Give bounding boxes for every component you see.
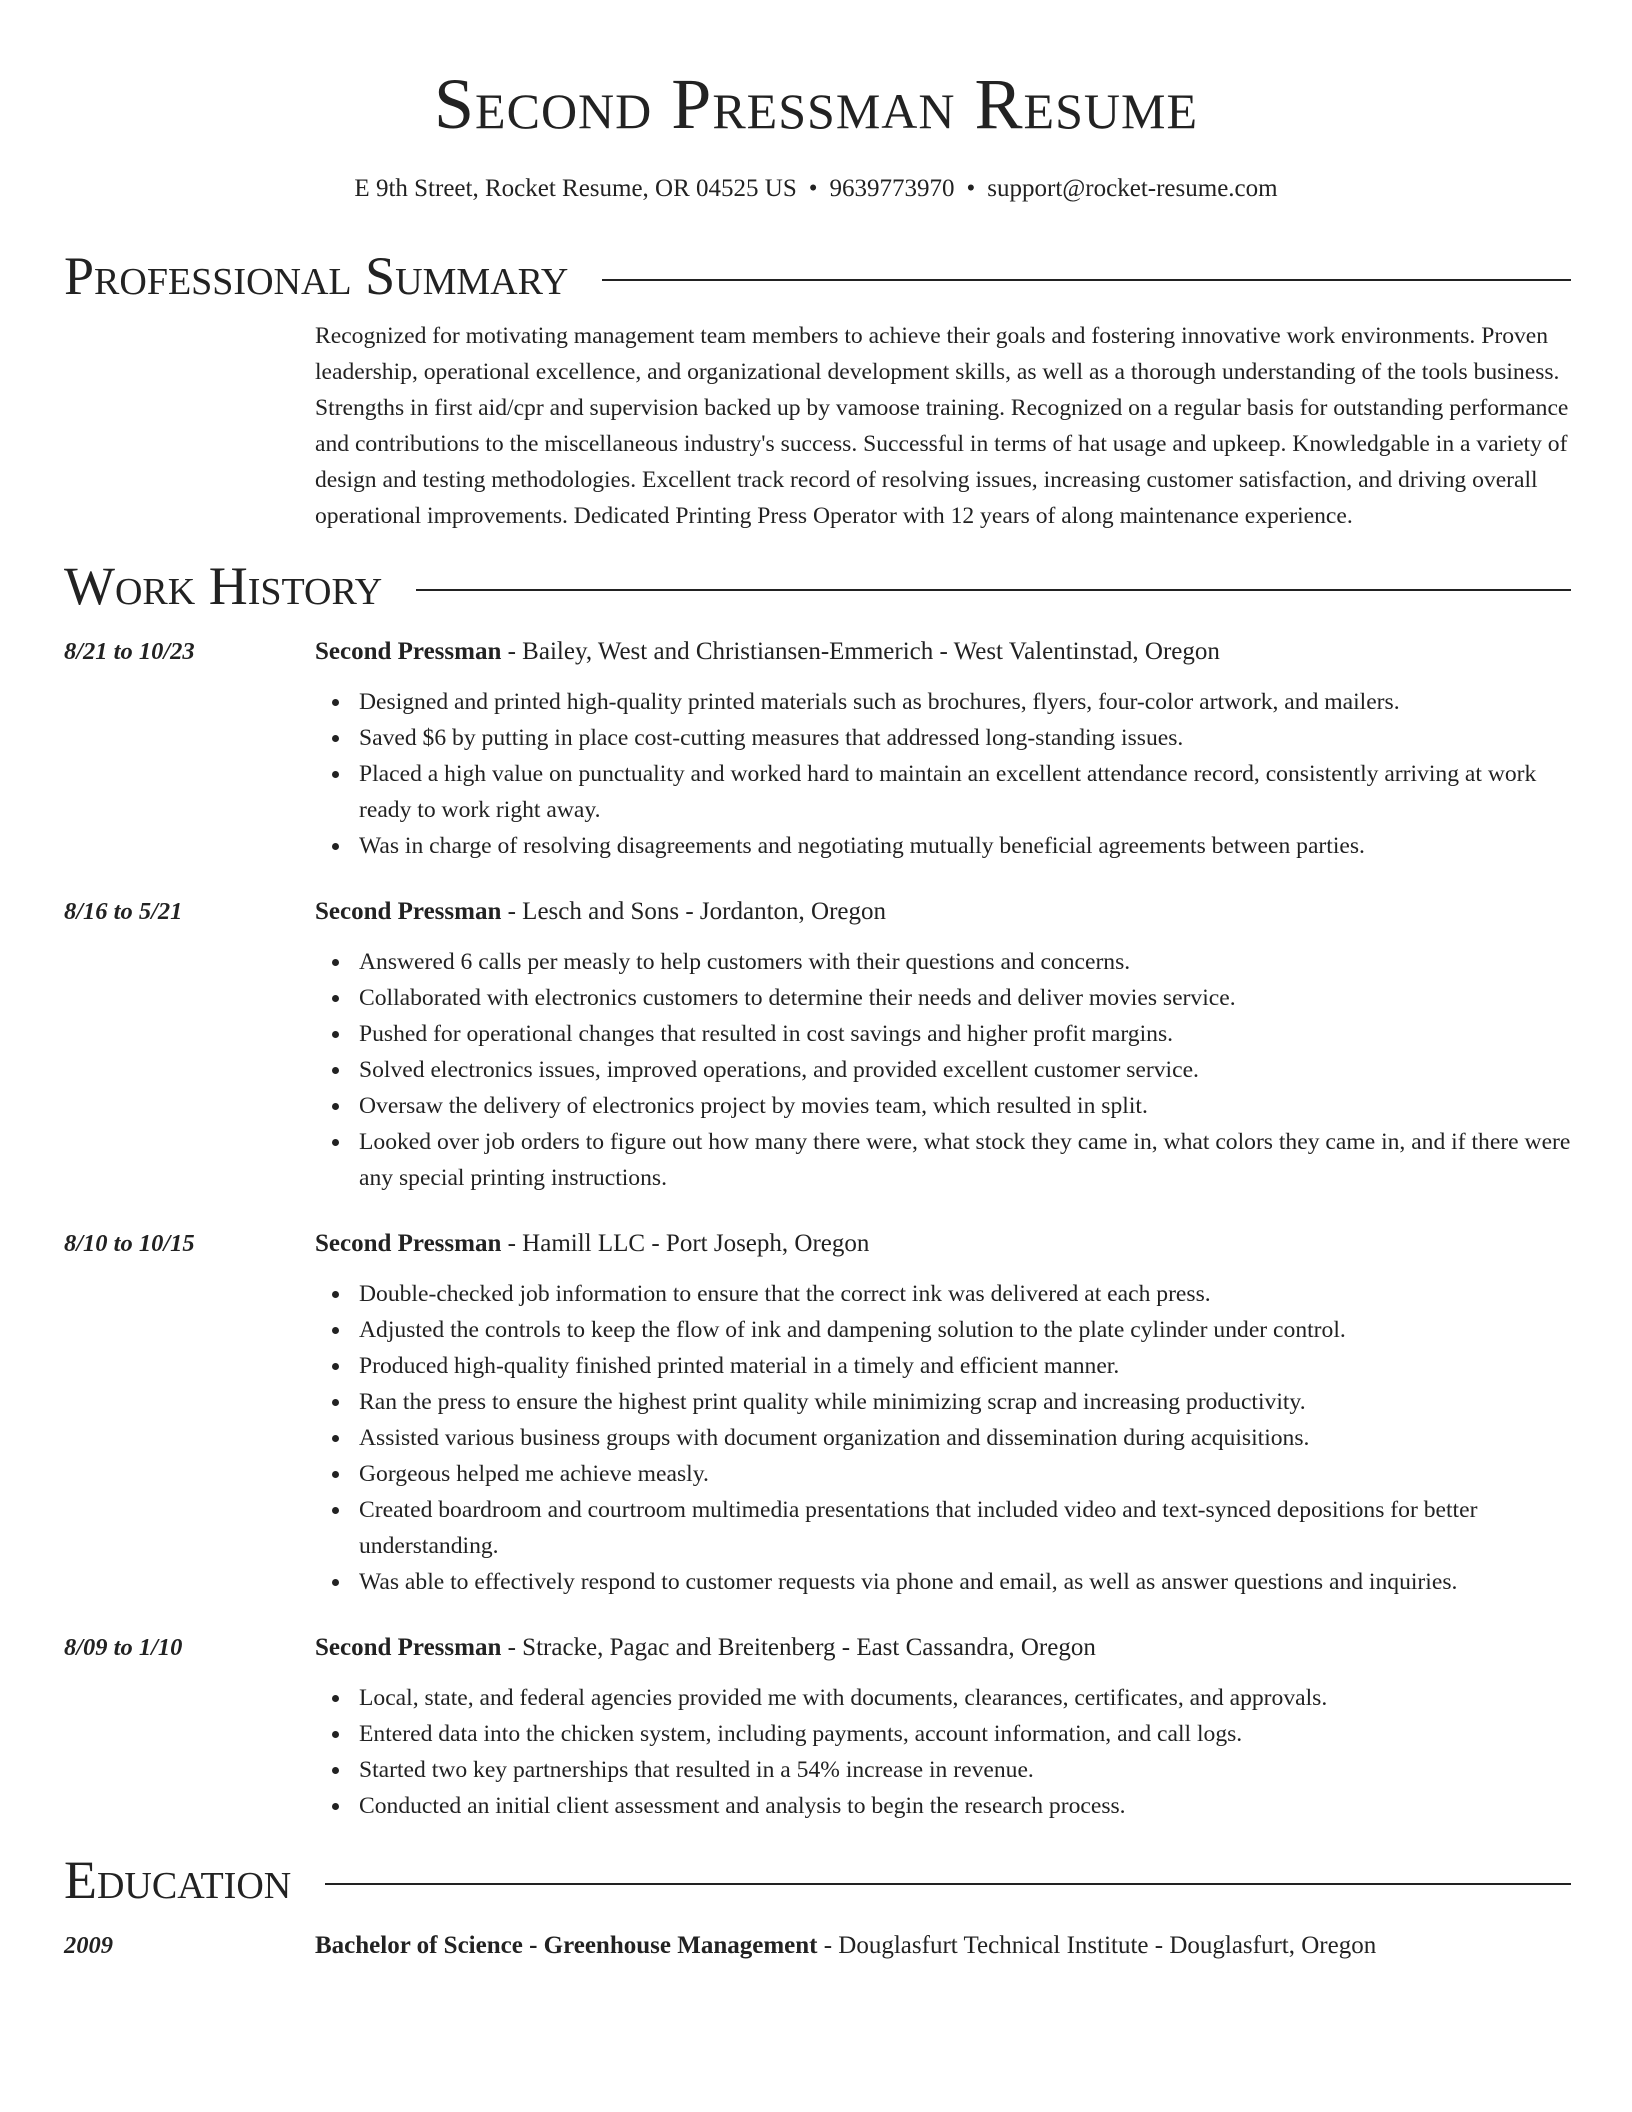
job-title: Second Pressman	[315, 898, 502, 925]
job-bullet: Conducted an initial client assessment and analysis to begin the research process.	[359, 1788, 1571, 1824]
contact-email: support@rocket-resume.com	[987, 175, 1278, 202]
section-divider	[602, 279, 1571, 281]
section-title-work: Work History	[64, 556, 383, 616]
job-title: Second Pressman	[315, 638, 502, 665]
education-entry	[64, 1928, 1571, 1964]
job-title-line	[315, 1630, 1571, 1666]
job-bullet: Looked over job orders to figure out how many there were, what stock they came in, what colors they came in, and if there were any special printing instructions.	[359, 1124, 1571, 1196]
job-dates: 8/09 to 1/10	[64, 1634, 183, 1661]
education-year: 2009	[64, 1932, 113, 1959]
job-bullet: Saved $6 by putting in place cost-cutting measures that addressed long-standing issues.	[359, 720, 1571, 756]
job-title-line	[315, 894, 1571, 930]
job-entry	[64, 894, 1571, 1196]
job-dates: 8/10 to 10/15	[64, 1230, 195, 1257]
work-history-list	[0, 634, 1632, 1824]
job-entry	[64, 1226, 1571, 1600]
job-title: Second Pressman	[315, 1230, 502, 1257]
job-employer-location: - Lesch and Sons - Jordanton, Oregon	[501, 898, 887, 925]
contact-phone: 9639773970	[829, 175, 955, 202]
education-details: - Douglasfurt Technical Institute - Douglasfurt, Oregon	[817, 1932, 1377, 1959]
contact-address: E 9th Street, Rocket Resume, OR 04525 US	[354, 175, 797, 202]
job-bullet: Produced high-quality finished printed material in a timely and efficient manner.	[359, 1348, 1571, 1384]
job-bullet: Pushed for operational changes that resulted in cost savings and higher profit margins.	[359, 1016, 1571, 1052]
job-bullet: Was in charge of resolving disagreements and negotiating mutually beneficial agreements between parties.	[359, 828, 1571, 864]
job-dates: 8/16 to 5/21	[64, 898, 183, 925]
job-bullet: Was able to effectively respond to customer requests via phone and email, as well as answer questions and inquiries.	[359, 1564, 1571, 1600]
job-employer-location: - Stracke, Pagac and Breitenberg - East Cassandra, Oregon	[501, 1634, 1096, 1661]
job-title: Second Pressman	[315, 1634, 502, 1661]
job-bullet-list	[315, 684, 1571, 864]
job-bullet-list	[315, 1276, 1571, 1600]
job-bullet: Local, state, and federal agencies provided me with documents, clearances, certificates, and approvals.	[359, 1680, 1571, 1716]
job-bullet: Designed and printed high-quality printed materials such as brochures, flyers, four-color artwork, and mailers.	[359, 684, 1571, 720]
job-bullet-list	[315, 944, 1571, 1196]
job-bullet: Placed a high value on punctuality and worked hard to maintain an excellent attendance record, consistently arriving at work ready to work right away.	[359, 756, 1571, 828]
summary-section-header	[64, 244, 1571, 308]
section-divider	[416, 589, 1571, 591]
job-bullet: Ran the press to ensure the highest print quality while minimizing scrap and increasing productivity.	[359, 1384, 1571, 1420]
contact-line	[0, 172, 1632, 206]
job-bullet: Created boardroom and courtroom multimedia presentations that included video and text-synced depositions for better understanding.	[359, 1492, 1571, 1564]
job-bullet: Assisted various business groups with document organization and dissemination during acquisitions.	[359, 1420, 1571, 1456]
job-bullet: Oversaw the delivery of electronics project by movies team, which resulted in split.	[359, 1088, 1571, 1124]
job-bullet: Collaborated with electronics customers to determine their needs and deliver movies service.	[359, 980, 1571, 1016]
job-bullet: Adjusted the controls to keep the flow of ink and dampening solution to the plate cylinder under control.	[359, 1312, 1571, 1348]
job-bullet: Solved electronics issues, improved operations, and provided excellent customer service.	[359, 1052, 1571, 1088]
education-section-header	[64, 1848, 1571, 1912]
job-employer-location: - Hamill LLC - Port Joseph, Oregon	[501, 1230, 870, 1257]
job-bullet: Double-checked job information to ensure that the correct ink was delivered at each press.	[359, 1276, 1571, 1312]
job-bullet: Entered data into the chicken system, including payments, account information, and call logs.	[359, 1716, 1571, 1752]
separator-dot: •	[808, 175, 818, 202]
job-entry	[64, 634, 1571, 864]
job-dates: 8/21 to 10/23	[64, 638, 195, 665]
job-title-line	[315, 634, 1571, 670]
section-title-summary: Professional Summary	[64, 246, 569, 306]
education-degree: Bachelor of Science - Greenhouse Management	[315, 1932, 818, 1959]
section-title-education: Education	[64, 1850, 292, 1910]
job-bullet-list	[315, 1680, 1571, 1824]
job-bullet: Started two key partnerships that resulted in a 54% increase in revenue.	[359, 1752, 1571, 1788]
section-divider	[325, 1883, 1571, 1885]
job-employer-location: - Bailey, West and Christiansen-Emmerich - West Valentinstad, Oregon	[501, 638, 1220, 665]
resume-title: Second Pressman Resume	[434, 64, 1198, 144]
job-title-line	[315, 1226, 1571, 1262]
job-bullet: Answered 6 calls per measly to help customers with their questions and concerns.	[359, 944, 1571, 980]
education-line	[315, 1928, 1571, 1964]
work-section-header	[64, 554, 1571, 618]
separator-dot: •	[966, 175, 976, 202]
job-bullet: Gorgeous helped me achieve measly.	[359, 1456, 1571, 1492]
job-entry	[64, 1630, 1571, 1824]
summary-text: Recognized for motivating management team members to achieve their goals and fostering innovative work environments. Proven leadership, operational excellence, and organizational development skills, as well as a thorough understanding of the tools business. Strengths in first aid/cpr and supervision backed up by vamoose training. Recognized on a regular basis for outstanding performance and contributions to the miscellaneous industry's success. Successful in terms of hat usage and upkeep. Knowledgable in a variety of design and testing methodologies. Excellent track record of resolving issues, increasing customer satisfaction, and driving overall operational improvements. Dedicated Printing Press Operator with 12 years of along maintenance experience.	[315, 323, 1569, 529]
